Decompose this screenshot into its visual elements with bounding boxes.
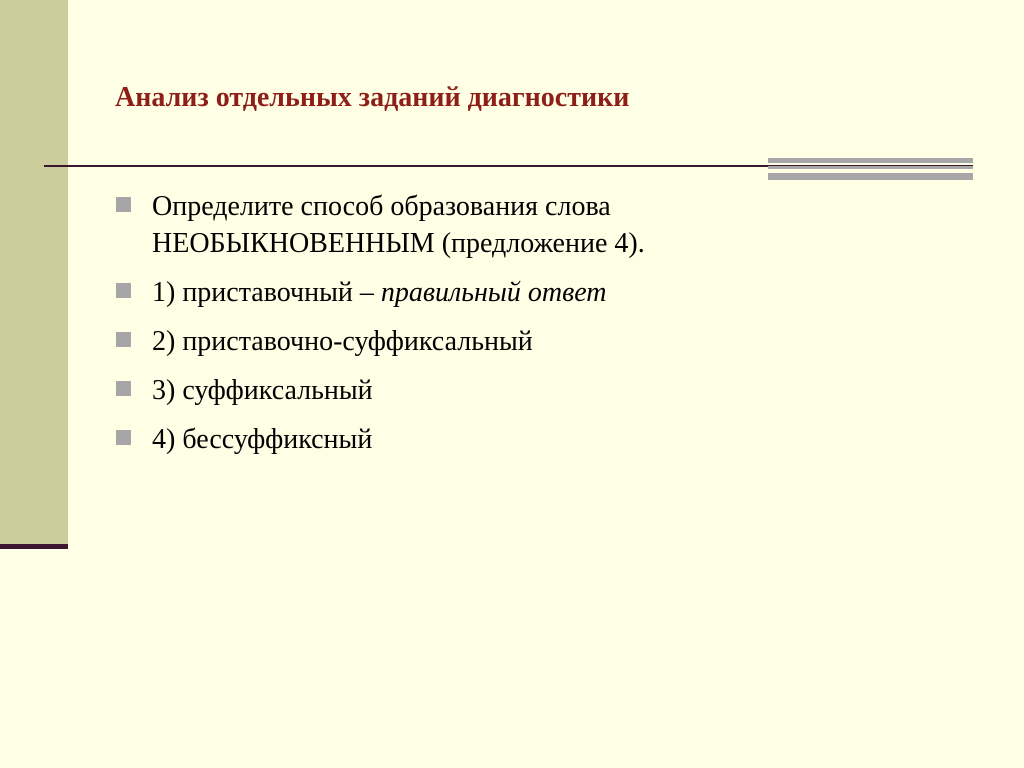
square-bullet-icon <box>116 332 131 347</box>
square-bullet-icon <box>116 381 131 396</box>
question-line-2: НЕОБЫКНОВЕННЫМ (предложение 4). <box>152 228 645 259</box>
square-bullet-icon <box>116 197 131 212</box>
square-bullet-icon <box>116 430 131 445</box>
question-item <box>111 188 951 262</box>
answer-item-2 <box>111 323 951 360</box>
question-line-1: Определите способ образования слова <box>152 191 611 222</box>
left-sidebar-band <box>0 0 68 545</box>
slide-title: Анализ отдельных заданий диагностики <box>115 82 630 113</box>
answer-2-text: 2) приставочно-суффиксальный <box>152 326 533 357</box>
left-sidebar-accent-line <box>0 544 68 549</box>
answer-item-4 <box>111 421 951 458</box>
answer-item-3 <box>111 372 951 409</box>
answer-3-text: 3) суффиксальный <box>152 375 373 406</box>
answer-4-text: 4) бессуффиксный <box>152 424 373 455</box>
title-divider-accent <box>768 158 973 180</box>
answer-item-1 <box>111 274 951 311</box>
slide-content-list <box>111 188 951 470</box>
square-bullet-icon <box>116 283 131 298</box>
correct-answer-note: правильный ответ <box>380 277 607 308</box>
answer-1-text: 1) приставочный – <box>152 277 381 308</box>
